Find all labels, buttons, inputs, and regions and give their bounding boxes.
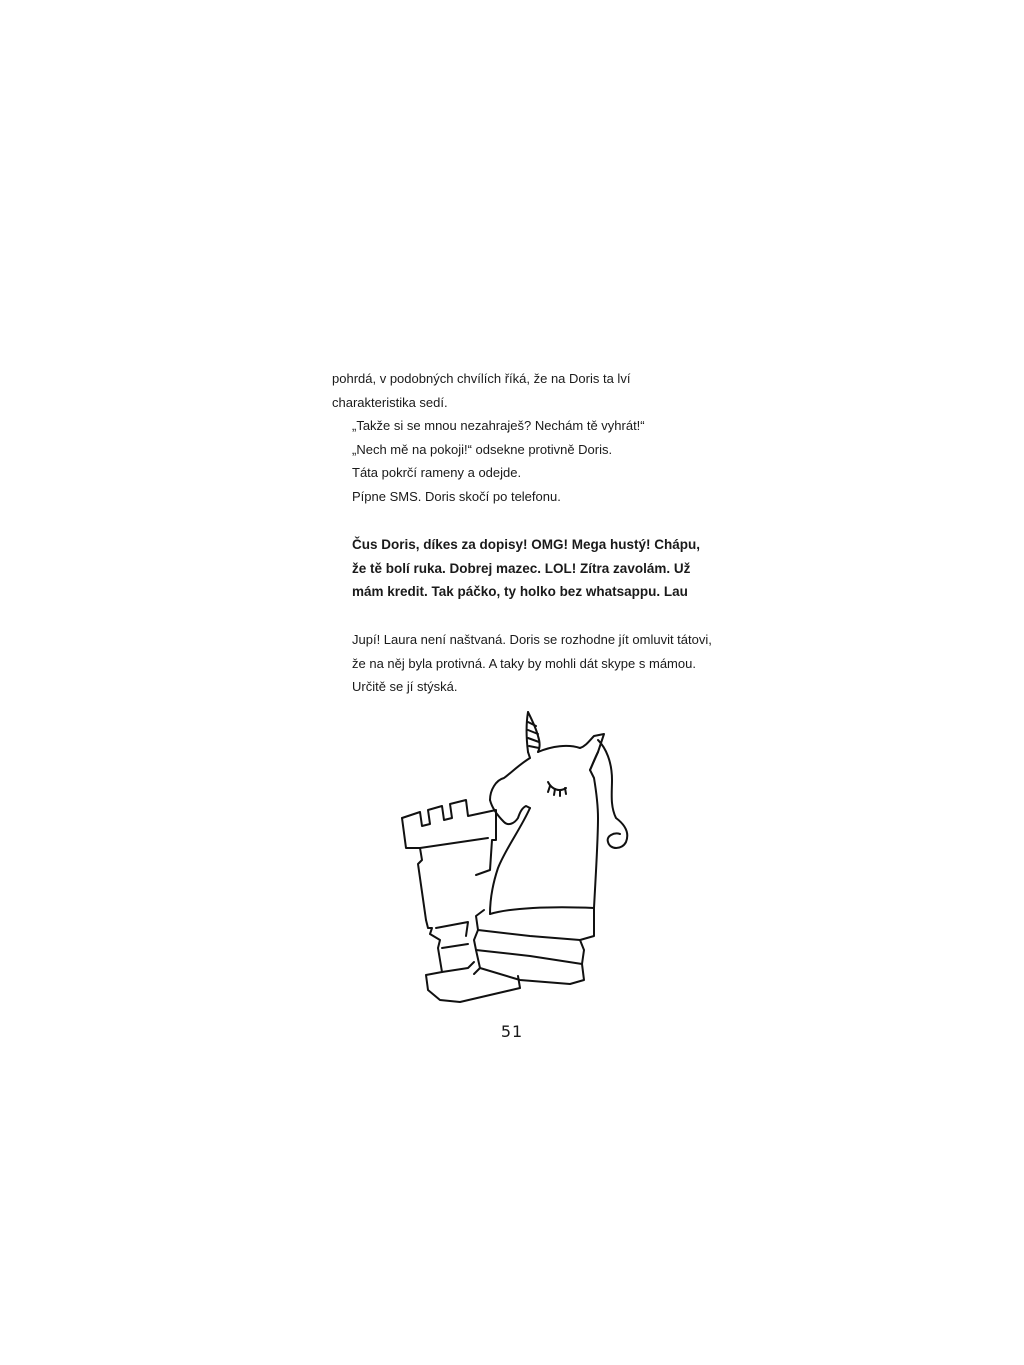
sms-message xyxy=(352,533,712,604)
body-text-top xyxy=(332,367,712,508)
rook-piece-icon xyxy=(402,800,520,1002)
paragraph: Jupí! Laura není naštvaná. Doris se rozhodne jít omluvit tátovi, že na něj byla protivná. A taky by mohli dát skype s mámou. Určitě se jí stýská. xyxy=(352,632,712,694)
paragraph: Táta pokrčí rameny a odejde. xyxy=(352,465,522,480)
sms-line: že tě bolí ruka. Dobrej mazec. LOL! Zítra zavolám. Už xyxy=(352,560,691,576)
paragraph: „Nech mě na pokoji!“ odsekne protivně Doris. xyxy=(352,441,613,457)
paragraph: pohrdá, v podobných chvílích říká, že na Doris ta lví charakteristika sedí. xyxy=(332,371,631,410)
paragraph: „Takže si se mnou nezahraješ? Nechám tě vyhrát!“ xyxy=(352,418,645,433)
unicorn-chess-illustration xyxy=(380,700,650,1010)
page-number: 51 xyxy=(500,1022,524,1041)
paragraph: Pípne SMS. Doris skočí po telefonu. xyxy=(352,488,561,504)
sms-line: mám kredit. Tak páčko, ty holko bez whatsappu. Lau xyxy=(352,584,688,599)
unicorn-knight-icon xyxy=(474,712,627,984)
sms-line: Čus Doris, díkes za dopisy! OMG! Mega hustý! Chápu, xyxy=(352,537,701,552)
body-text-bottom xyxy=(332,628,712,699)
